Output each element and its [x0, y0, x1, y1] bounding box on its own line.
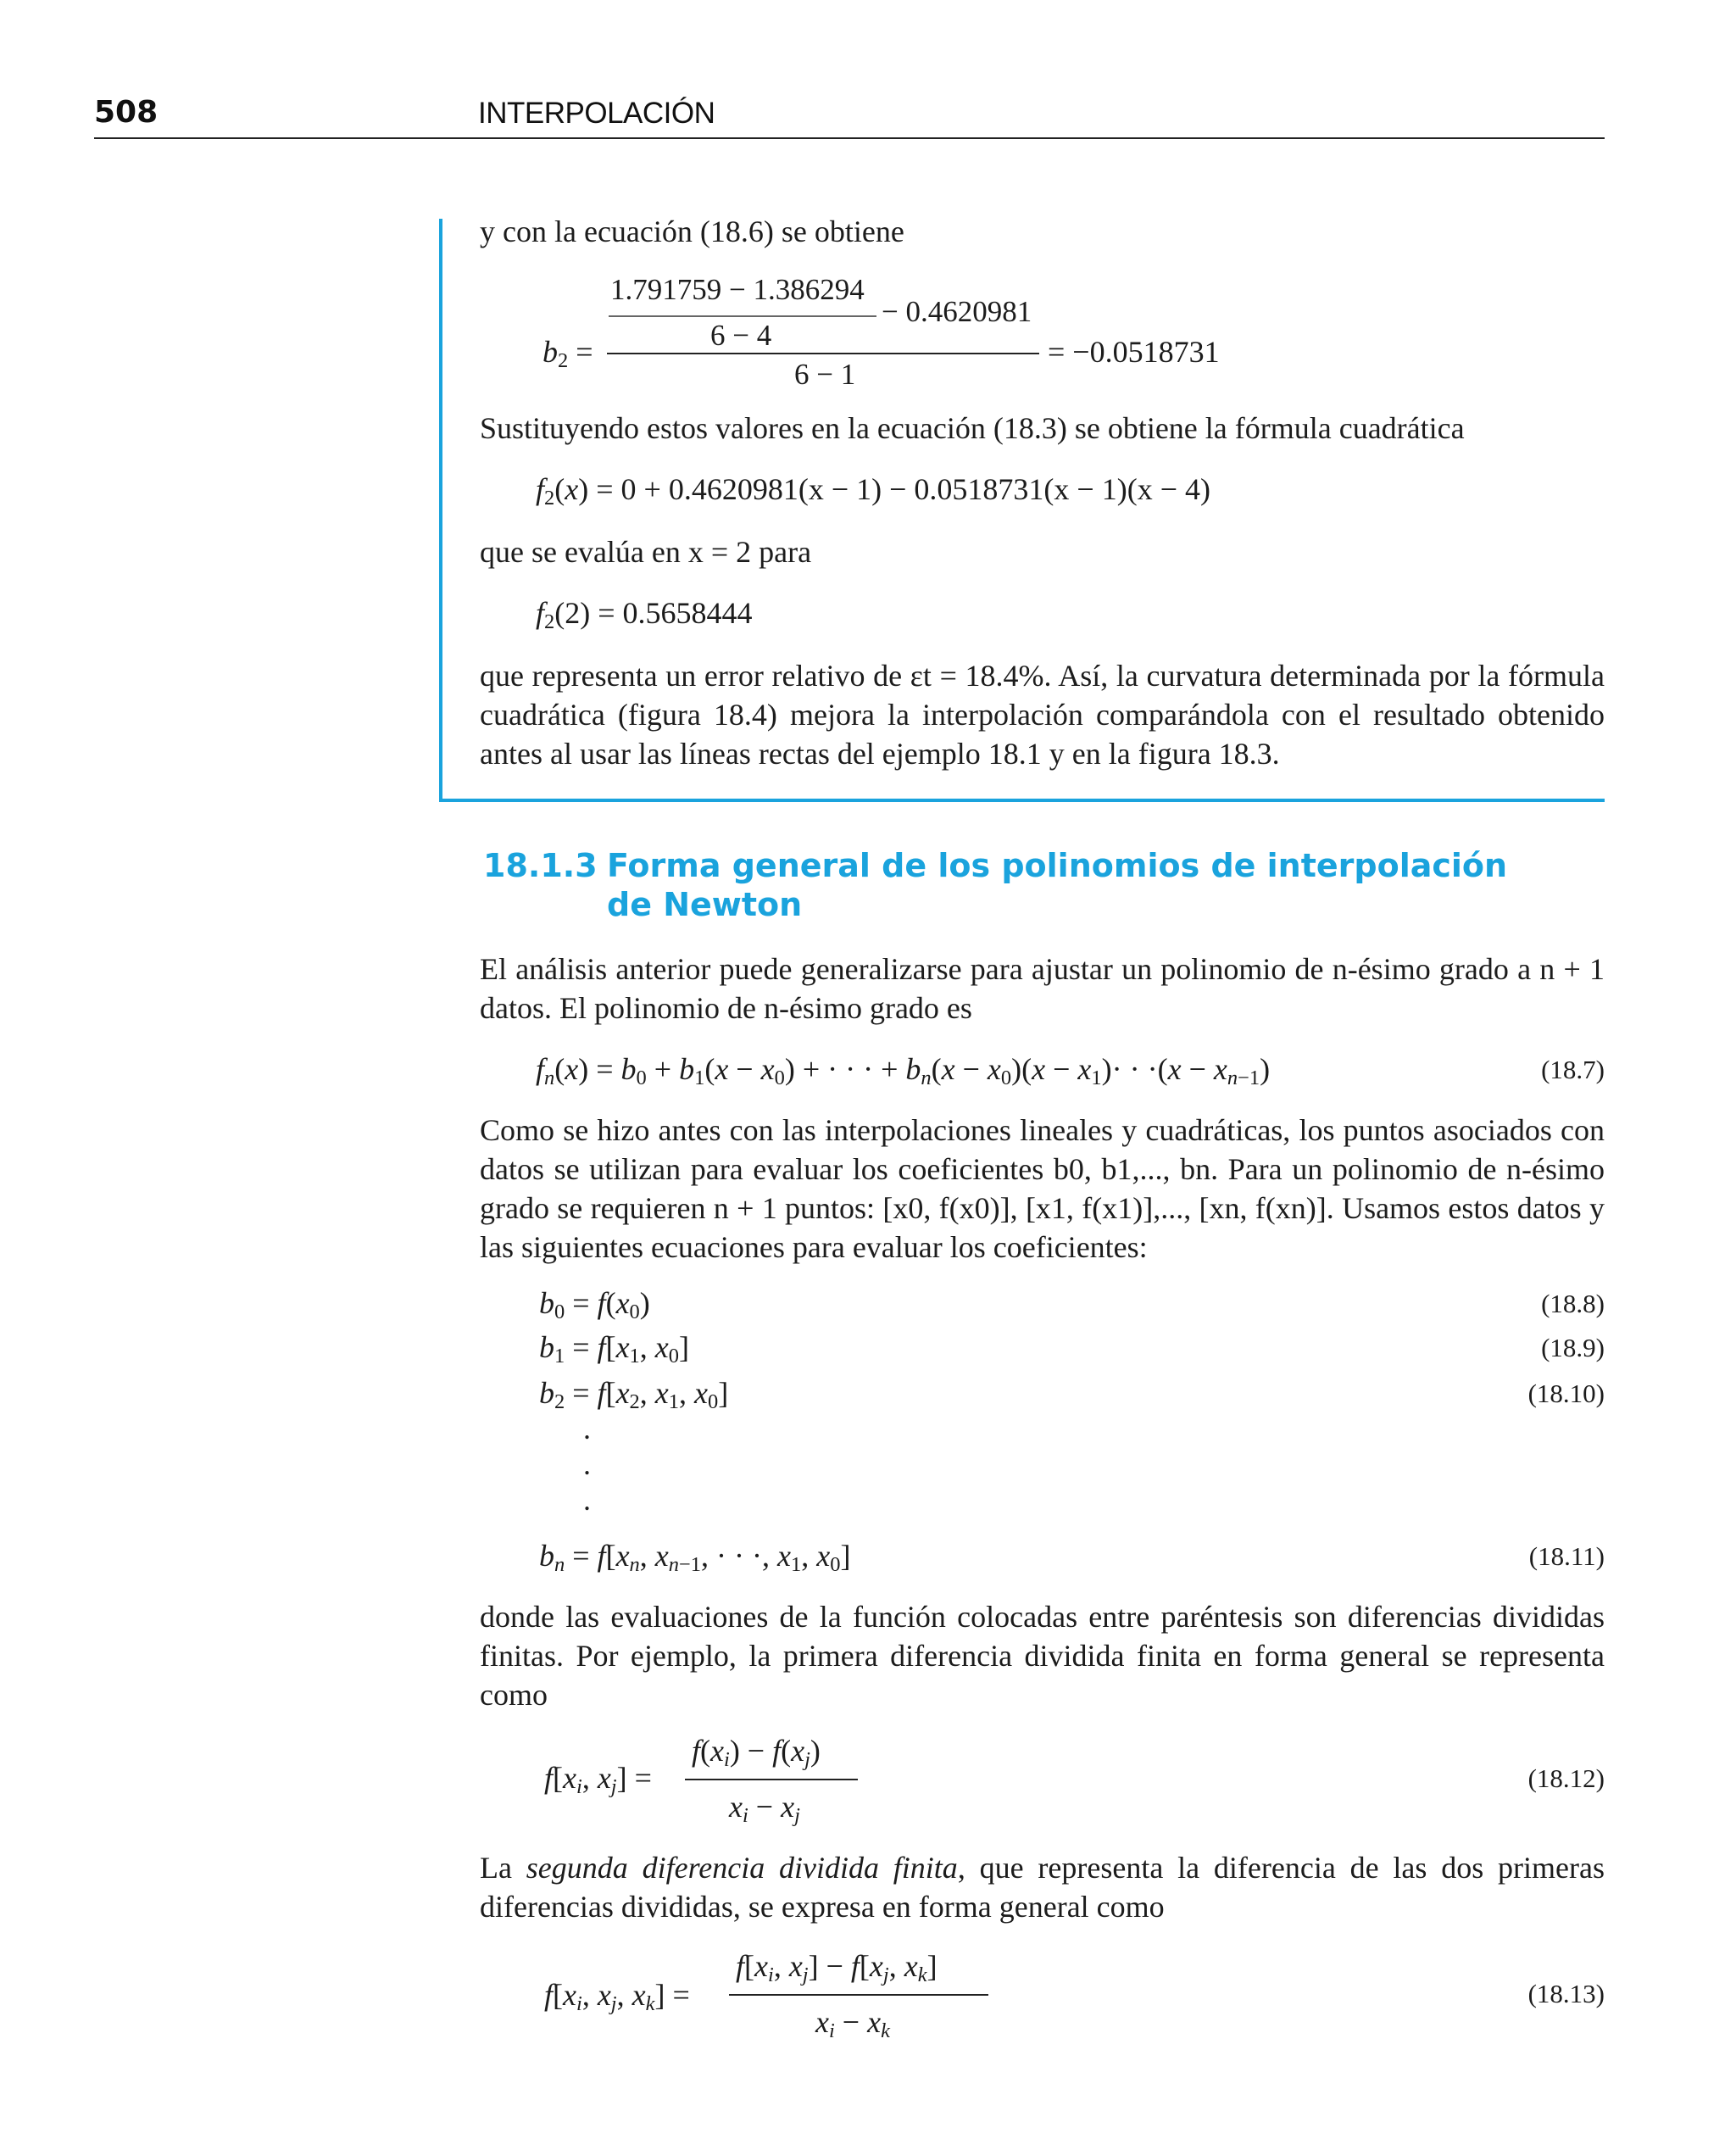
- equation-18-10: $b_2 = f[x_2$, $x_1$, $x_0$]: [539, 1376, 729, 1414]
- running-title: INTERPOLACIÓN: [478, 97, 715, 130]
- eq-18-13-fraction-line: [729, 1994, 988, 1996]
- ellipsis-dot-3: .: [583, 1483, 591, 1517]
- b2-lhs: $b_2$ =: [542, 335, 593, 373]
- b2-symbol: b: [542, 335, 558, 369]
- inner-numerator: 1.791759 − 1.386294: [610, 273, 865, 306]
- eq-18-12-lhs: $f[x_i$, $x_j$] =: [544, 1761, 652, 1799]
- section-heading: [483, 846, 1507, 885]
- f2-2-equation: $f_2(2) = 0.5658444$: [536, 596, 753, 634]
- paragraph-1: El análisis anterior puede generalizarse para ajustar un polinomio de n-ésimo grado a n + 1 datos. El polinomio de n-ésimo grado es: [480, 952, 1605, 1025]
- header-rule: [94, 137, 1605, 139]
- ellipsis-dot-1: .: [583, 1412, 591, 1445]
- example-left-border: [439, 219, 442, 802]
- inner-fraction-line: [609, 315, 876, 317]
- eq-number-18-11: (18.11): [1528, 1541, 1605, 1571]
- eq-number-18-12: (18.12): [1527, 1763, 1605, 1793]
- equation-18-11: $b_n = f[x_n$, $x_{n-1}$, · · ·, $x_1$, $x_0$]: [539, 1539, 851, 1577]
- example-intro: y con la ecuación (18.6) se obtiene: [480, 214, 904, 248]
- minus-term: − 0.4620981: [882, 295, 1032, 328]
- equation-18-9: $b_1 = f[x_1$, $x_0$]: [539, 1330, 689, 1368]
- page-number: 508: [94, 95, 159, 130]
- inner-denominator: 6 − 4: [710, 319, 772, 352]
- f2x-rhs: = 0 + 0.4620981(x − 1) − 0.0518731(x − 1)(x − 4): [596, 472, 1210, 506]
- outer-fraction-line: [607, 353, 1039, 354]
- section-number: 18.1.3: [483, 847, 598, 884]
- paragraph-3: donde las evaluaciones de la función colocadas entre paréntesis son diferencias divididas finitas. Por ejemplo, la primera diferencia dividida finita en forma general se representa como: [480, 1600, 1605, 1712]
- example-bottom-border: [439, 799, 1605, 802]
- eq-18-12-numerator: $f(x_i) - f(x_j)$: [692, 1734, 821, 1772]
- section-title-line2: de Newton: [607, 886, 803, 923]
- paragraph-4: [480, 1848, 1605, 1926]
- outer-denominator: 6 − 1: [794, 358, 856, 391]
- ellipsis-dot-2: .: [583, 1447, 591, 1481]
- paragraph-4-prefix: La: [480, 1851, 526, 1885]
- eq-18-13-lhs: $f[x_i$, $x_j$, $x_k$] =: [544, 1978, 690, 2016]
- b2-result: = −0.0518731: [1048, 335, 1220, 369]
- paragraph-4-italic: segunda diferencia dividida finita: [526, 1851, 958, 1885]
- eq-number-18-7: (18.7): [1541, 1055, 1605, 1084]
- eq-number-18-10: (18.10): [1527, 1379, 1605, 1408]
- evaluate-text: que se evalúa en x = 2 para: [480, 535, 812, 569]
- example-conclusion: que representa un error relativo de εt = 18.4%. Así, la curvatura determinada por la fórmula cuadrática (figura 18.4) mejora la interpolación comparándola con el resultado obtenido antes al usar las líneas rectas del ejemplo 18.1 y en la figura 18.3.: [480, 659, 1605, 771]
- equation-18-8: $b_0 = f(x_0)$: [539, 1286, 650, 1324]
- eq-18-13-numerator: $f[x_i$, $x_j] - f[x_j$, $x_k$]: [736, 1949, 938, 1987]
- eq-18-13-denominator: $x_i - x_k$: [815, 2005, 890, 2043]
- section-title-line1: Forma general de los polinomios de interpolación: [607, 847, 1508, 884]
- eq-number-18-13: (18.13): [1527, 1979, 1605, 2008]
- f2-2-rhs: = 0.5658444: [598, 596, 753, 630]
- eq-number-18-8: (18.8): [1541, 1289, 1605, 1318]
- eq-number-18-9: (18.9): [1541, 1333, 1605, 1362]
- substitution-text: Sustituyendo estos valores en la ecuación (18.3) se obtiene la fórmula cuadrática: [480, 411, 1465, 445]
- f2x-equation: $f_2(x) = 0 + 0.4620981(x - 1) - 0.0518731(x - 1)(x - 4)$: [536, 472, 1210, 510]
- eq-18-12-denominator: $x_i - x_j$: [729, 1790, 800, 1828]
- b2-subscript: 2: [558, 349, 569, 373]
- eq-18-12-fraction-line: [685, 1779, 858, 1780]
- paragraph-2: Como se hizo antes con las interpolaciones lineales y cuadráticas, los puntos asociados con datos se utilizan para evaluar los coeficientes b0, b1,..., bn. Para un polinomio de n-ésimo grado se requieren n + 1 puntos: [x0, f(x0)], [x1, f(x1)],..., [xn, f(xn)]. Usamos estos datos y las siguientes ecuaciones para evaluar los coeficientes:: [480, 1113, 1605, 1264]
- paragraph-4-rest: , que representa la diferencia de las dos primeras diferencias divididas, se expresa en forma general como: [480, 1851, 1605, 1924]
- equation-18-7: $f_n(x) = b_0 + b_1(x - x_0)$ + · · · + $b_n(x - x_0)(x - x_1)\cdot \cdot \cdot(x - x_{n-1})$: [536, 1052, 1271, 1090]
